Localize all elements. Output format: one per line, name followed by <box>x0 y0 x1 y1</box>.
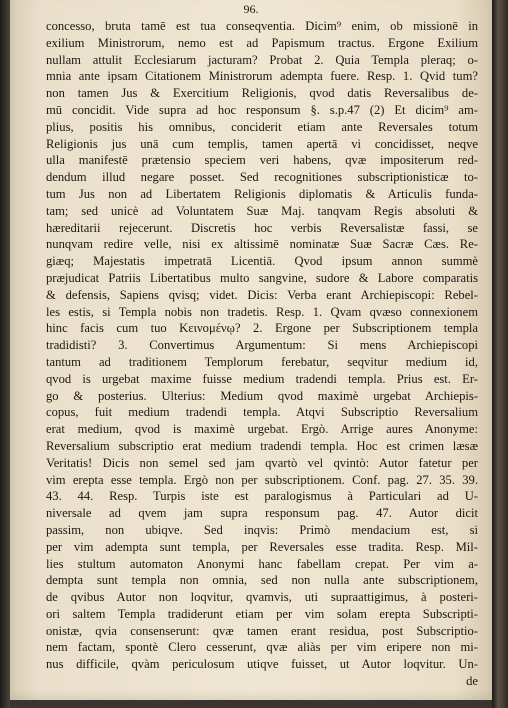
text-line: tradidisti? 3. Convertimus Argumentum: Si mens Archiepiscopi <box>46 338 478 353</box>
text-line: concesso, bruta tamē est tua conseqventia. Dicim⁹ enim, ob missionē in <box>46 19 478 33</box>
text-line: erat medium, qvod is maximè urgebat. Ergò. Arrige aures Anonyme: <box>46 422 478 437</box>
text-line: les estis, si Templa nobis non tradetis. Resp. 1. Qvam qvæso connexionem <box>46 304 478 319</box>
text-line: non tamen Jus & Exercitium Religionis, qvod datis Reversalibus de- <box>46 86 478 101</box>
text-line: præjudicat Patriis Libertatibus multo sangvine, sudore & Labore comparatis <box>46 270 478 285</box>
text-line: dempta sunt templa non omnia, sed non nulla ante subscriptionem, <box>46 573 478 588</box>
text-line: de qvibus Autor non loqvitur, qvamvis, uti supraattigimus, à posteri- <box>46 590 478 605</box>
text-line: ulla manifestē prætensio speciem veri habens, qvæ impositerum red- <box>46 153 478 168</box>
text-line: passim, non ubiqve. Sed inqvis: Primò mendacium est, si <box>46 522 478 537</box>
page-edge-shadow <box>492 0 508 708</box>
text-line: ori saltem Templa tradiderunt etiam per vim solam erepta Subscripti- <box>46 606 478 621</box>
text-line: per vim adempta sunt templa, per Reversales esse tradita. Resp. Mil- <box>46 539 478 554</box>
text-line: mū concidit. Vide supra ad hoc responsum §. s.p.47 (2) Et dicim⁹ am- <box>46 102 478 117</box>
text-line: giæq; Majestatis impetratā Licentiā. Qvod ipsum annon summè <box>46 254 478 269</box>
text-line: qvod is urgebat maxime fuisse medium tradendi templa. Prius est. Er- <box>46 371 478 386</box>
text-line: onistæ, qvia consenserunt: qvæ tamen erant residua, post Subscriptio- <box>46 623 478 638</box>
text-line: 43. 44. Resp. Turpis iste est paralogismus à Particulari ad U- <box>46 489 478 504</box>
text-line: mnia ante ipsam Citationem Ministrorum adempta fuere. Resp. 1. Qvid tum? <box>46 69 478 84</box>
text-line: Reversalium subscriptio erat medium tradendi templa. Hoc est crimen læsæ <box>46 438 478 453</box>
catchword: de <box>466 674 478 689</box>
text-line: exilium Ministrorum, nemo est ad Papismum tractus. Ergone Exilium <box>46 35 478 50</box>
body-text <box>46 18 478 690</box>
text-line: tum Jus non ad Libertatem Religionis diplomatis & Articulis funda- <box>46 186 478 201</box>
page-number: 96. <box>243 2 259 16</box>
text-line: go & posterius. Ulterius: Medium qvod maximè urgebat Archiepis- <box>46 388 478 403</box>
text-line: nunqvam redire velle, nisi ex altissimē nominatæ Suæ Sacræ Cæs. Re- <box>46 237 478 252</box>
text-line: Veritatis! Dicis non semel sed jam qvartò vel qvintò: Autor fatetur per <box>46 455 478 470</box>
text-line: nus difficile, qvàm periculosum utiqve fuisset, ut Autor loqvitur. Un- <box>46 657 478 672</box>
text-line: copus, fuit medium tradendi templa. Atqvi Subscriptio Reversalium <box>46 405 478 420</box>
text-line: dendum illud negare posset. Sed recognitiones subscriptionisticæ to- <box>46 170 478 185</box>
text-line: tam; sed unicè ad Voluntatem Suæ Maj. tanqvam Regis absoluti & <box>46 203 478 218</box>
text-line: Religionis jus unā cum templis, tamen apertā vi concidisset, neqve <box>46 136 478 151</box>
text-line: hinc facis cum tuo Κεινομένῳ? 2. Ergone per Subscriptionem templa <box>46 321 478 336</box>
text-line: nullam attulit Ecclesiarum jacturam? Probat 2. Quia Templa pleraq; o- <box>46 52 478 67</box>
text-line: plius, positis his omnibus, conciderit etiam ante Reversales totum <box>46 119 478 134</box>
text-line: nem factam, spontè Clero cesserunt, qvæ aliàs per vim eripere non mi- <box>46 640 478 655</box>
text-line: hæreditarii rejecerunt. Discretis hoc verbis Reversalistæ fassi, se <box>46 220 478 235</box>
text-line: niversale ad qvem jam supra responsum pag. 47. Autor dicit <box>46 506 478 521</box>
text-line: tantum ad traditionem Templorum ferebatur, seqvitur medium id, <box>46 354 478 369</box>
book-spine-shadow <box>0 0 10 708</box>
book-page <box>10 0 492 700</box>
text-line: lies stultum automaton Anonymi hanc fabellam crepat. Per vim a- <box>46 556 478 571</box>
text-line: vim erepta esse templa. Ergò non per subscriptionem. Conf. pag. 27. 35. 39. <box>46 472 478 487</box>
text-line: & defensis, Sapiens qvisq; videt. Dicis: Verba erant Archiepiscopi: Rebel- <box>46 287 478 302</box>
